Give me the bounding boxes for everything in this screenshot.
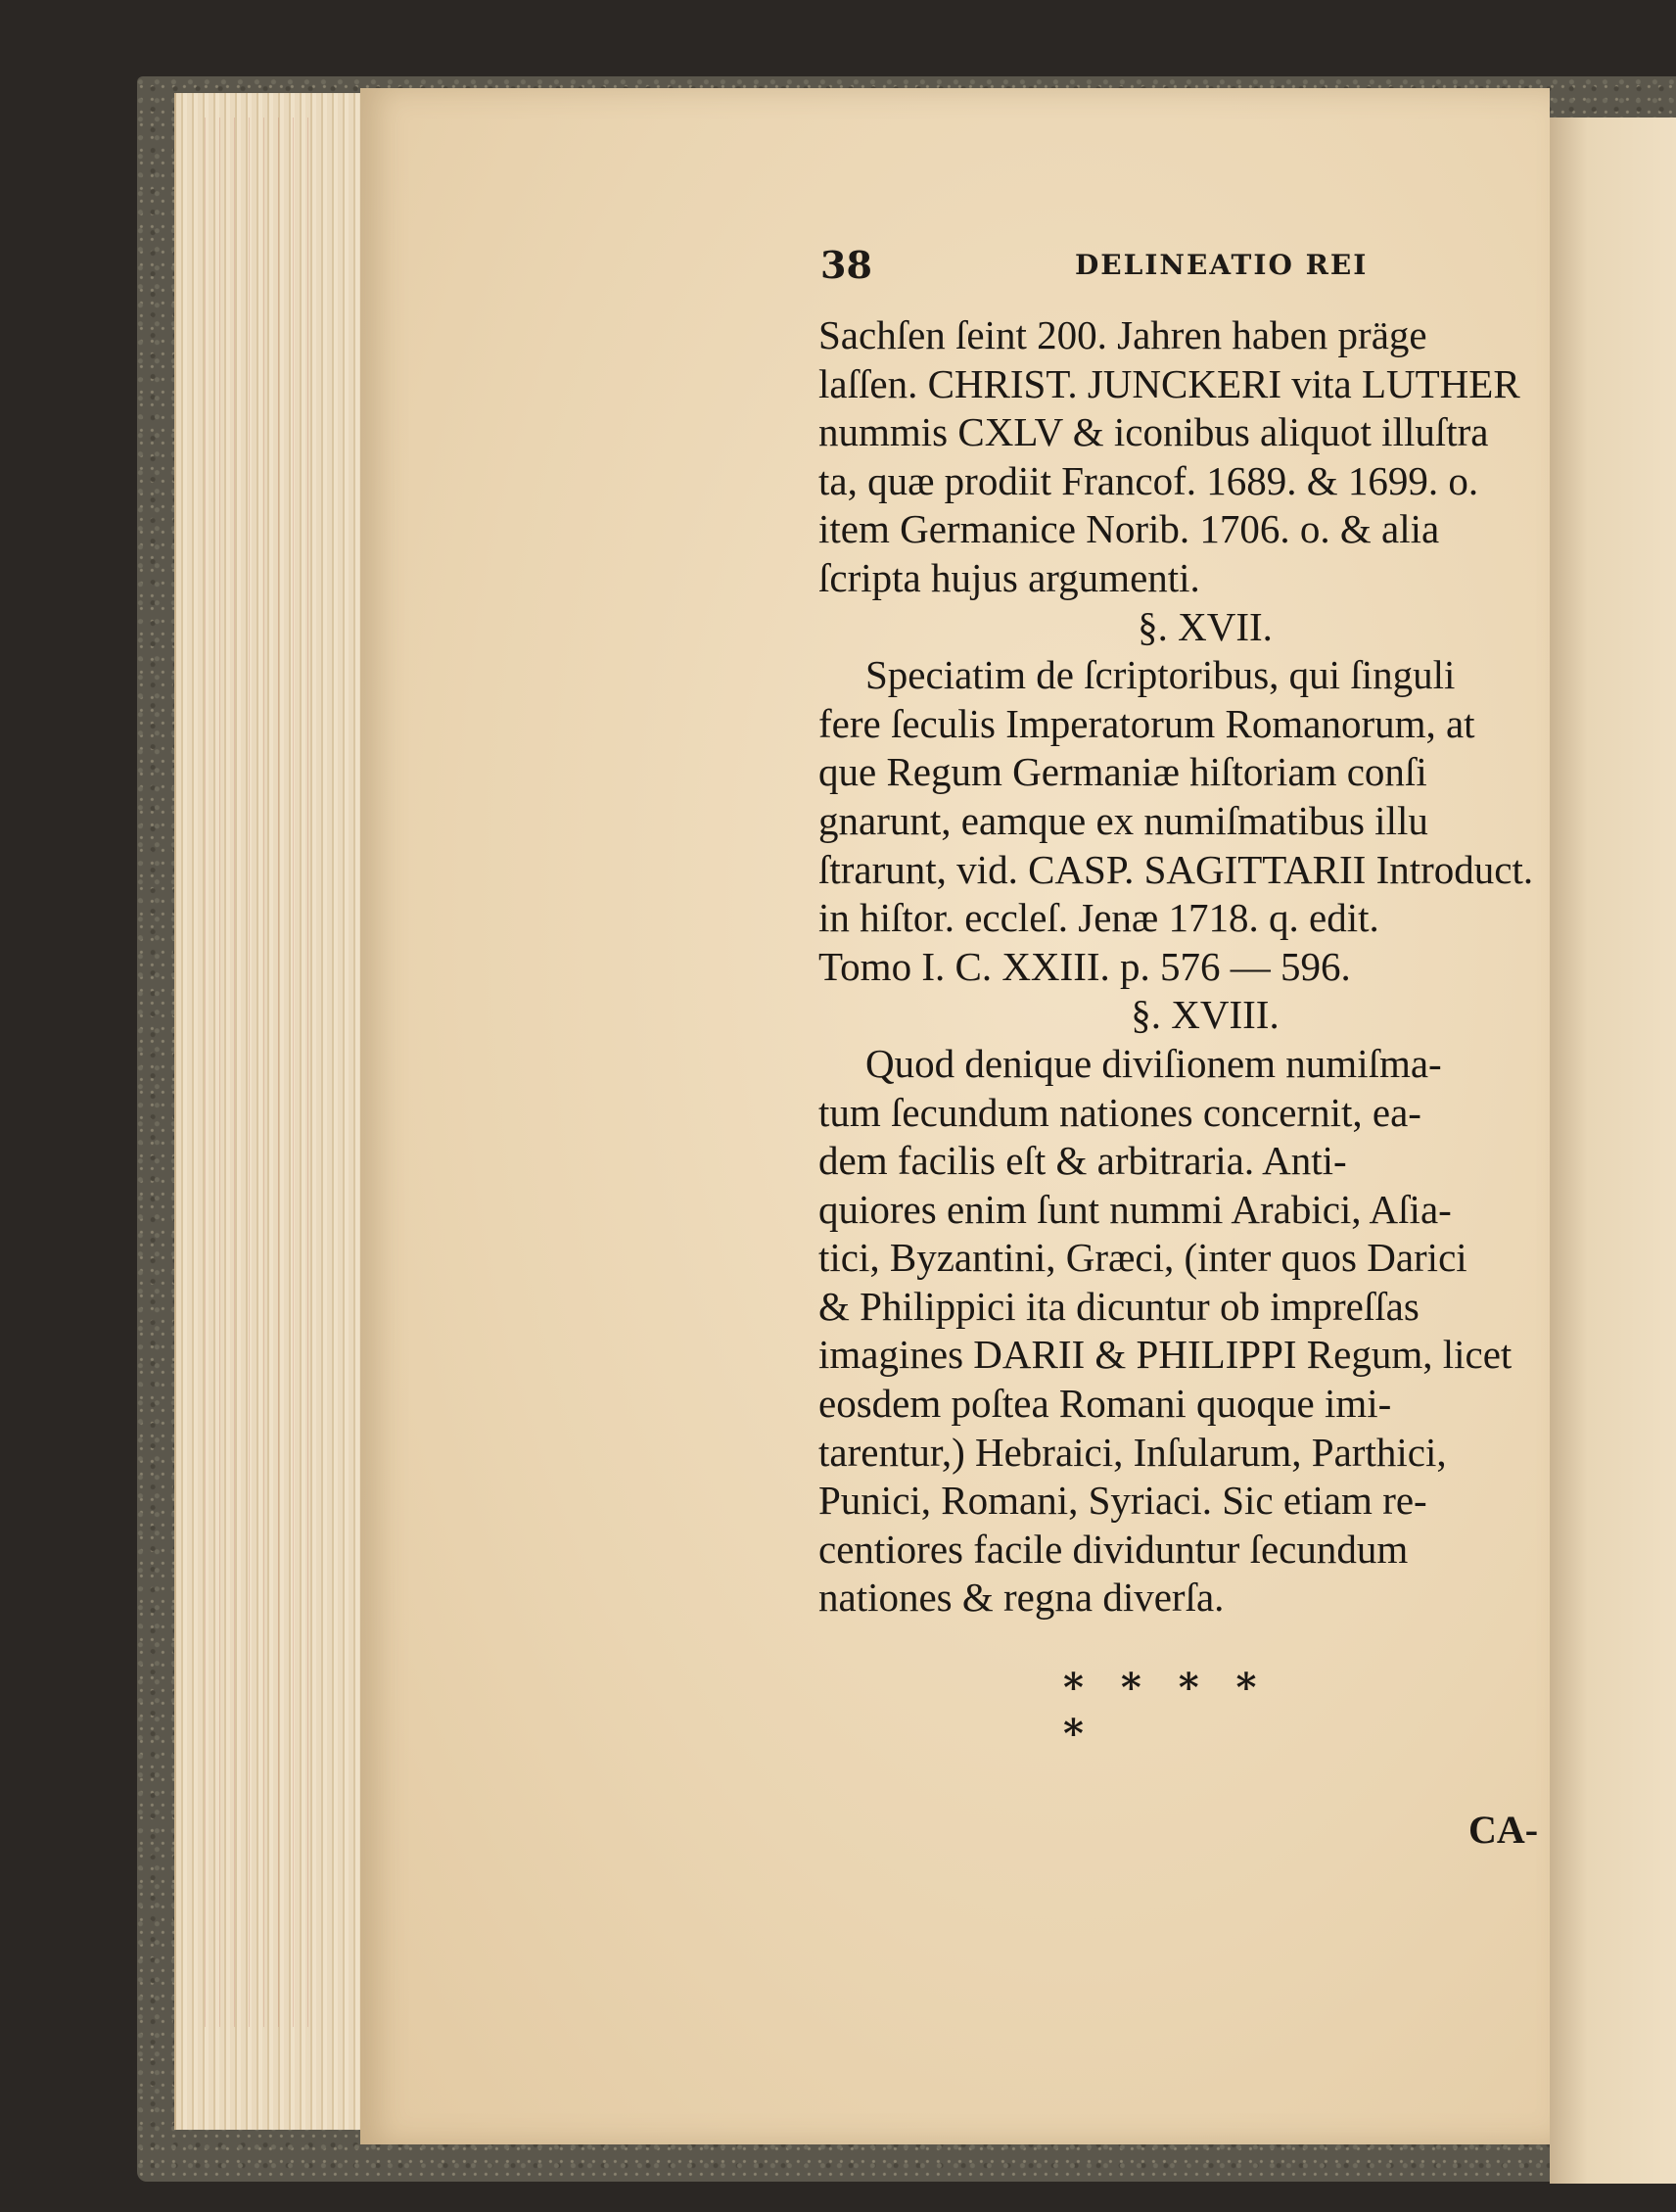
text-line: que Regum Germaniæ hiſtoriam conſi (818, 749, 1427, 795)
text-line: & Philippici ita dicuntur ob impreſſas (818, 1283, 1420, 1329)
text-line: tum ſecundum nationes concernit, ea- (818, 1089, 1421, 1135)
text-line: centiores facile dividuntur ſecundum (818, 1526, 1409, 1572)
text-line: Punici, Romani, Syriaci. Sic etiam re- (818, 1478, 1427, 1524)
text-line: ta, quæ prodiit Francof. 1689. & 1699. o. (818, 457, 1479, 503)
page-header (820, 243, 1525, 287)
text-line: Quod denique diviſionem numiſma- (865, 1040, 1442, 1086)
catchword: CA- (1468, 1808, 1539, 1852)
text-line: Tomo I. C. XXIII. p. 576 — 596. (818, 943, 1351, 989)
text-line: dem facilis eſt & arbitraria. Anti- (818, 1138, 1347, 1184)
running-title: DELINEATIO REI (1075, 249, 1369, 281)
text-line: ſcripta hujus argumenti. (818, 554, 1200, 600)
text-line: Sachſen ſeint 200. Jahren haben präge (818, 312, 1427, 357)
text-line: nummis CXLV & iconibus aliquot illuſtra (818, 409, 1489, 455)
page-number: 38 (820, 243, 872, 287)
text-line: in hiſtor. eccleſ. Jenæ 1718. q. edit. (818, 895, 1379, 941)
text-line: fere ſeculis Imperatorum Romanorum, at (818, 700, 1475, 746)
page-text (818, 311, 1553, 1623)
text-line: laſſen. CHRIST. JUNCKERI vita LUTHER (818, 360, 1520, 406)
adjacent-page (1550, 118, 1676, 2184)
text-line: eosdem poſtea Romani quoque imi- (818, 1381, 1392, 1427)
ornament-stars: * * * * * (1063, 1665, 1269, 1757)
text-line: nationes & regna diverſa. (818, 1575, 1225, 1621)
text-line: item Germanice Norib. 1706. o. & alia (818, 506, 1440, 552)
text-line: quiores enim ſunt nummi Arabici, Aſia- (818, 1186, 1452, 1232)
section-heading-17: §. XVII. (1138, 603, 1273, 649)
text-line: tici, Byzantini, Græci, (inter quos Darici (818, 1235, 1467, 1281)
asterism-ornament (1028, 1665, 1322, 1757)
text-line: imagines DARII & PHILIPPI Regum, licet (818, 1332, 1513, 1378)
text-line: ſtrarunt, vid. CASP. SAGITTARII Introduct. (818, 846, 1534, 892)
section-heading-18: §. XVIII. (1131, 992, 1280, 1038)
text-line: Speciatim de ſcriptoribus, qui ſinguli (865, 652, 1456, 698)
text-line: tarentur,) Hebraici, Inſularum, Parthici, (818, 1429, 1447, 1475)
text-line: gnarunt, eamque ex numiſmatibus illu (818, 797, 1428, 843)
page-edges-tint (191, 118, 308, 2027)
